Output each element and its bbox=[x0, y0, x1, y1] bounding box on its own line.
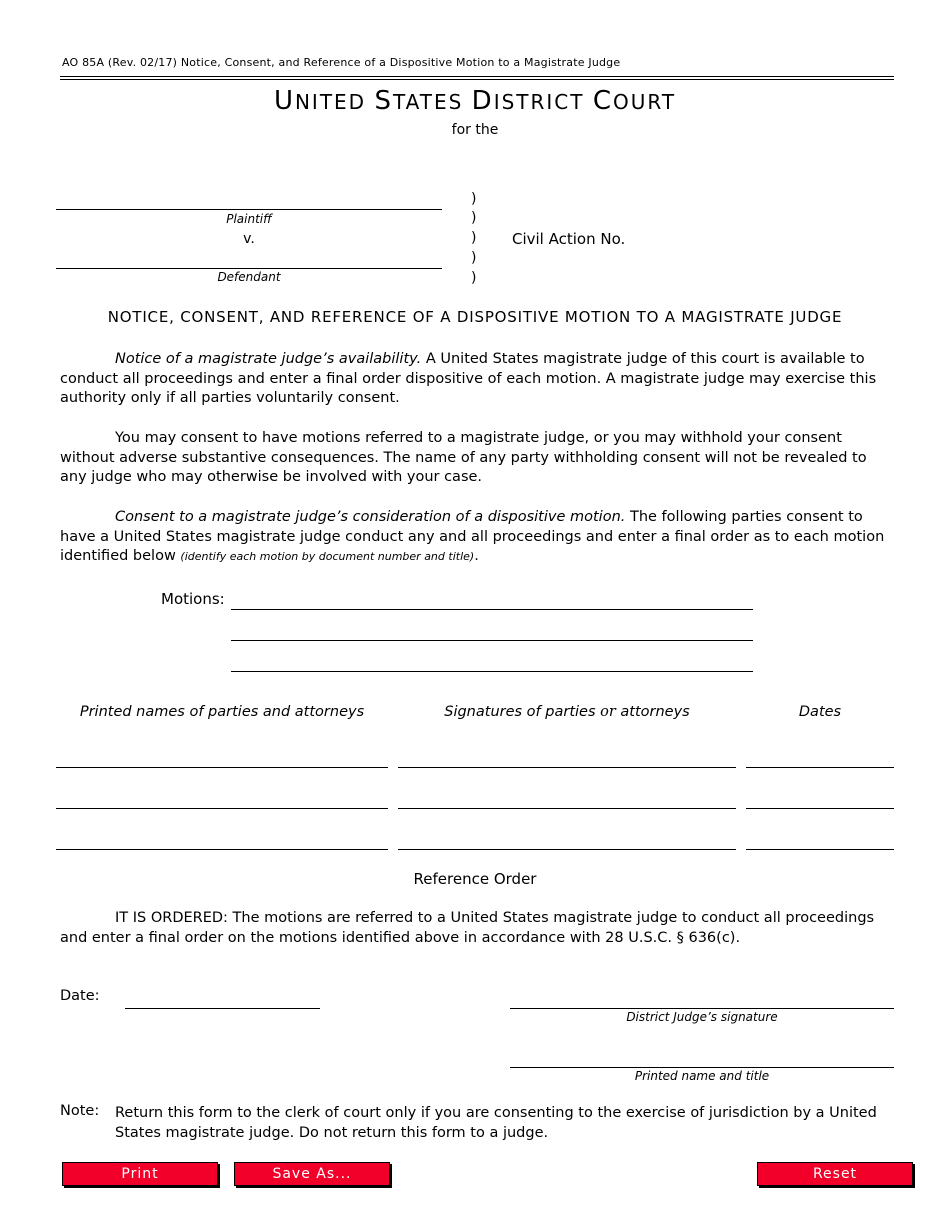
dates-header: Dates bbox=[798, 704, 842, 720]
party-name-field-2[interactable] bbox=[56, 808, 388, 809]
motions-field-1[interactable] bbox=[231, 609, 753, 610]
signatures-header: Signatures of parties or attorneys bbox=[444, 704, 690, 720]
party-date-field-2[interactable] bbox=[746, 808, 894, 809]
party-name-field-3[interactable] bbox=[56, 849, 388, 850]
caption-paren: ) bbox=[471, 191, 477, 207]
note-label: Note: bbox=[60, 1103, 100, 1119]
header-rule-top bbox=[60, 76, 894, 77]
printed-names-header: Printed names of parties and attorneys bbox=[79, 704, 365, 720]
motions-label: Motions: bbox=[161, 590, 225, 608]
party-signature-field-2[interactable] bbox=[398, 808, 736, 809]
header-rule-bottom bbox=[60, 79, 894, 80]
for-the-text: for the bbox=[451, 122, 499, 138]
party-signature-field-1[interactable] bbox=[398, 767, 736, 768]
order-date-label: Date: bbox=[60, 988, 100, 1004]
caption-paren: ) bbox=[471, 250, 477, 266]
consent-paragraph: Consent to a magistrate judge’s consideration of a dispositive motion. The following parties consent to have a United States magistrate judge conduct any and all proceedings and enter a final order as to each motion identified below (identify each motion by document number and title). bbox=[60, 509, 885, 564]
versus-text: v. bbox=[243, 231, 255, 247]
party-name-field-1[interactable] bbox=[56, 767, 388, 768]
availability-paragraph: Notice of a magistrate judge’s availability. A United States magistrate judge of this court is available to conduct all proceedings and enter a final order dispositive of each motion. A magistrate judge may exercise this authority only if all parties voluntarily consent. bbox=[60, 351, 877, 406]
order-date-field[interactable] bbox=[125, 1008, 320, 1009]
caption-paren: ) bbox=[471, 230, 477, 246]
printed-name-title-label: Printed name and title bbox=[634, 1069, 770, 1083]
plaintiff-label: Plaintiff bbox=[226, 212, 272, 226]
consent-info-paragraph: You may consent to have motions referred to a magistrate judge, or you may withhold your consent without adverse substantive consequences. The name of any party withholding consent will not be revealed to any judge who may otherwise be involved with your case. bbox=[60, 430, 867, 485]
note-text: Return this form to the clerk of court only if you are consenting to the exercise of jurisdiction by a United States magistrate judge. Do not return this form to a judge. bbox=[115, 1105, 877, 1141]
party-date-field-1[interactable] bbox=[746, 767, 894, 768]
civil-action-number-field[interactable] bbox=[632, 228, 832, 250]
civil-action-label: Civil Action No. bbox=[512, 230, 626, 248]
party-date-field-3[interactable] bbox=[746, 849, 894, 850]
motions-field-2[interactable] bbox=[231, 640, 753, 641]
printed-name-title-field[interactable] bbox=[510, 1067, 894, 1068]
plaintiff-field[interactable] bbox=[56, 209, 442, 210]
district-judge-signature-field[interactable] bbox=[510, 1008, 894, 1009]
motions-field-3[interactable] bbox=[231, 671, 753, 672]
defendant-field[interactable] bbox=[56, 268, 442, 269]
defendant-label: Defendant bbox=[217, 270, 281, 284]
caption-paren: ) bbox=[471, 210, 477, 226]
save-as-button[interactable]: Save As... bbox=[234, 1162, 390, 1186]
reset-button[interactable]: Reset bbox=[757, 1162, 913, 1186]
caption-paren: ) bbox=[471, 270, 477, 286]
print-button[interactable]: Print bbox=[62, 1162, 218, 1186]
reference-order-paragraph: IT IS ORDERED: The motions are referred to a United States magistrate judge to conduct all proceedings and enter a final order on the motions identified above in accordance with 28 U.S.C. § 636(c). bbox=[60, 910, 875, 946]
reference-order-heading: Reference Order bbox=[413, 870, 537, 888]
party-signature-field-3[interactable] bbox=[398, 849, 736, 850]
form-heading: NOTICE, CONSENT, AND REFERENCE OF A DISPOSITIVE MOTION TO A MAGISTRATE JUDGE bbox=[107, 308, 843, 326]
district-judge-signature-label: District Judge’s signature bbox=[626, 1010, 778, 1024]
form-identifier: AO 85A (Rev. 02/17) Notice, Consent, and Reference of a Dispositive Motion to a Magistrate Judge bbox=[62, 56, 621, 69]
court-title: UNITED STATES DISTRICT COURT bbox=[273, 86, 677, 116]
